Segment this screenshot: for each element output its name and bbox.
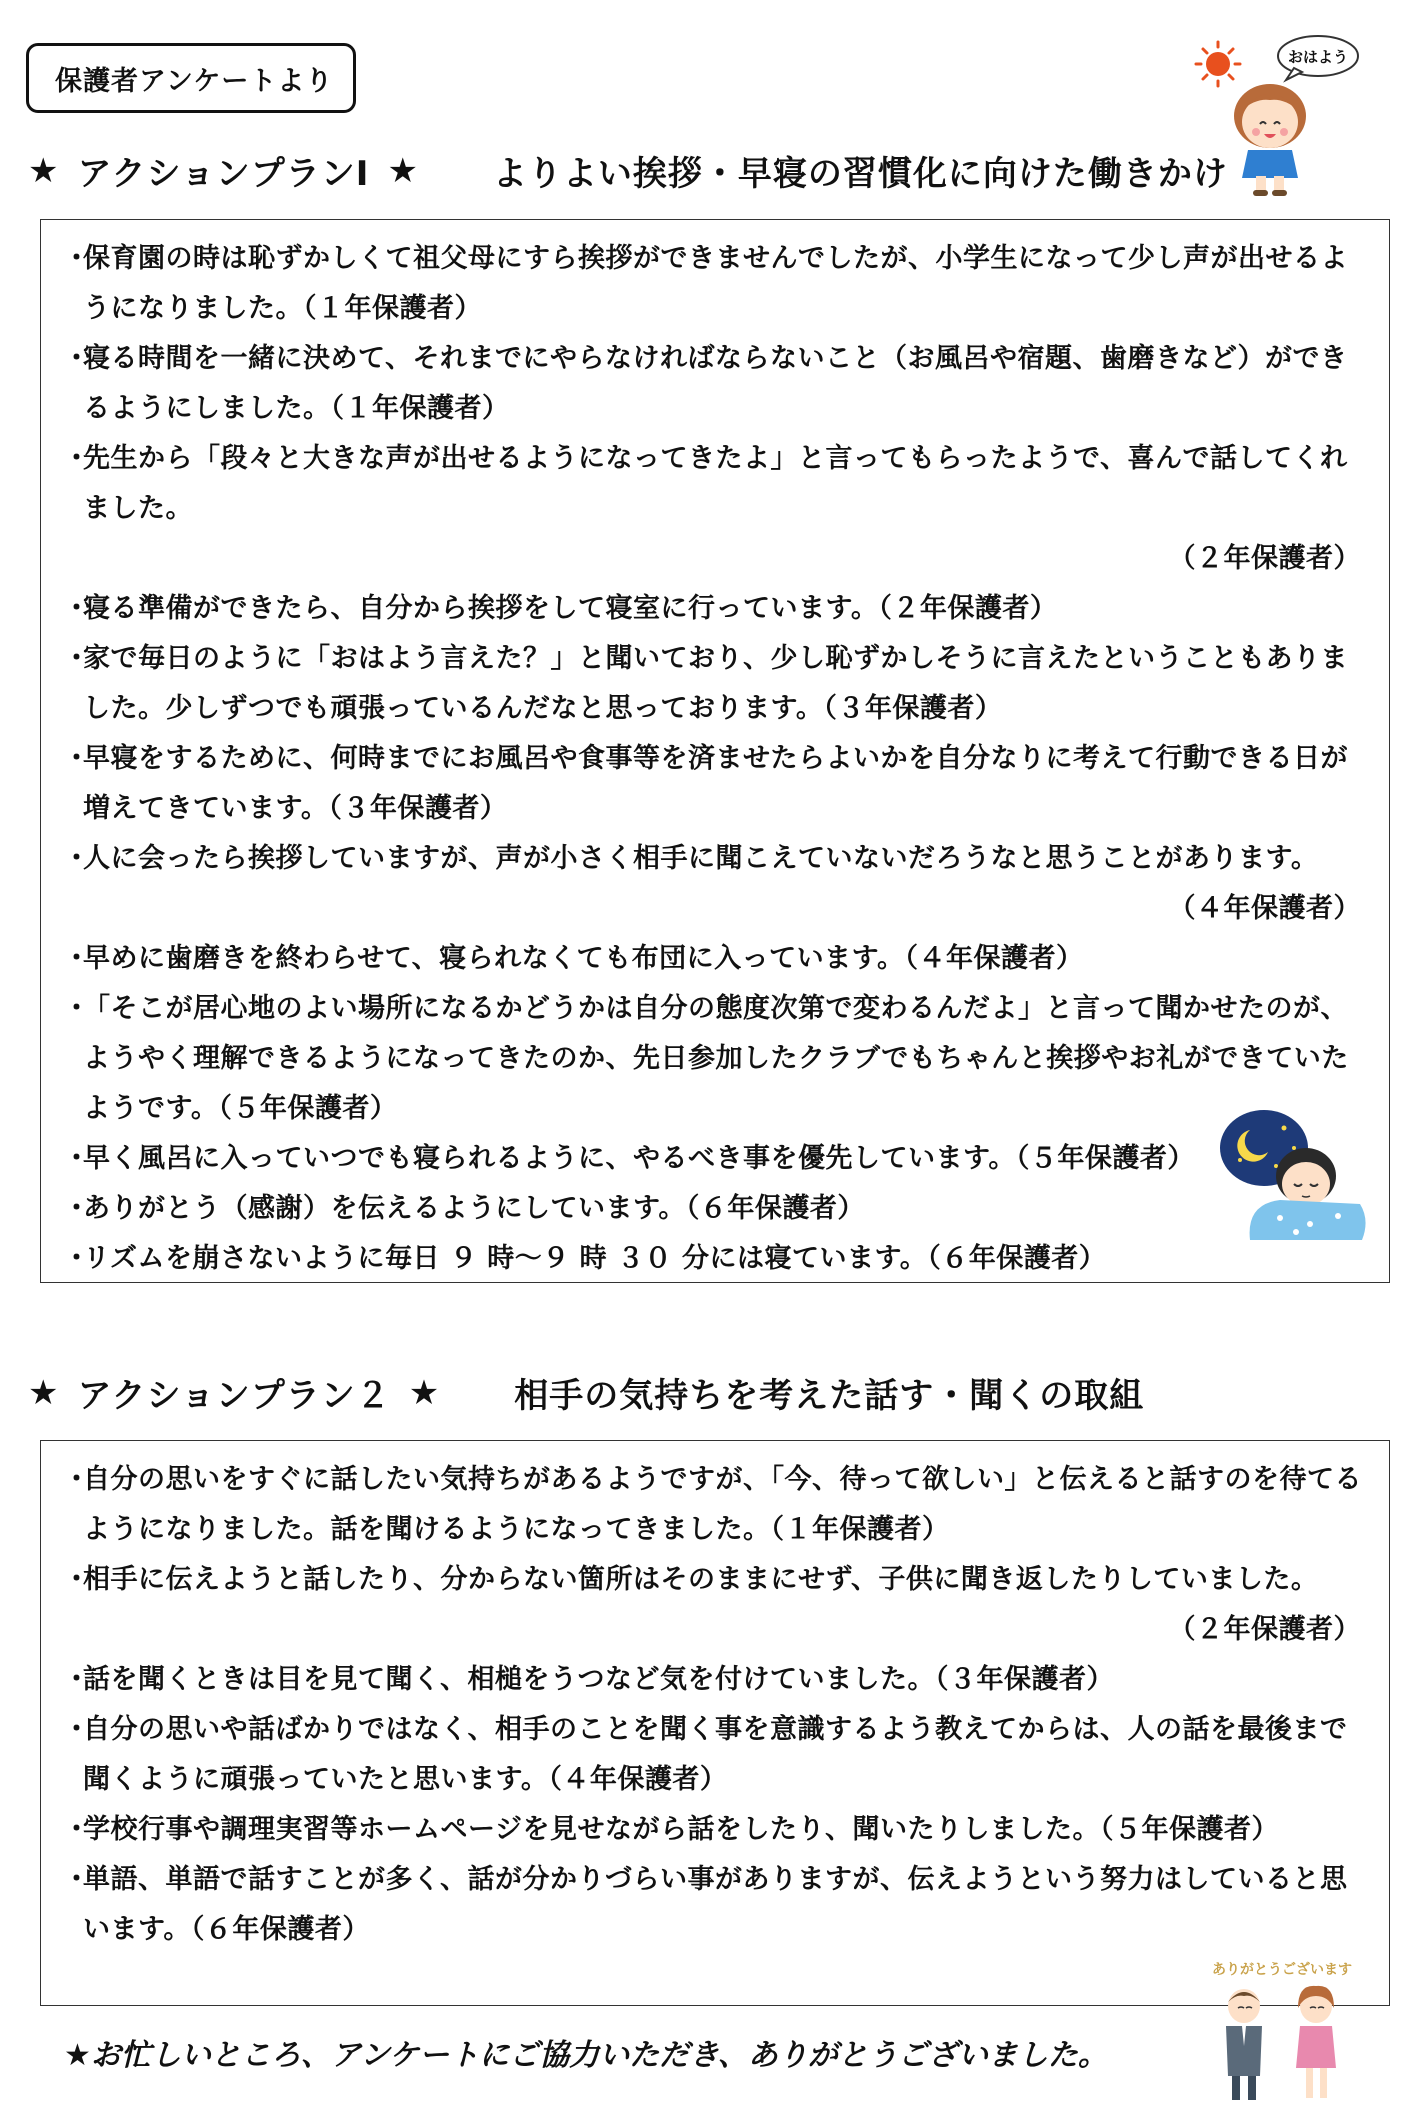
bullet-icon: ・ <box>63 843 91 874</box>
bullet-icon: ・ <box>63 1143 91 1174</box>
entry-text: 先生から「段々と大きな声が出せるようになってきたよ」と言ってもらったようで、喜んで話してくれました。 <box>83 443 1348 524</box>
bullet-icon: ・ <box>63 1714 91 1745</box>
section1-heading <box>28 146 1228 195</box>
survey-source-label: 保護者アンケートより <box>26 43 356 113</box>
list-item <box>63 1805 1367 1855</box>
sleeping-child-illustration <box>1210 1100 1370 1240</box>
entry-text: 学校行事や調理実習等ホームページを見せながら話をしたり、聞いたりしました。（５年保護者） <box>83 1814 1279 1845</box>
footer-thanks-note: ★お忙しいところ、アンケートにご協力いただき、ありがとうございました。 <box>64 2038 1108 2073</box>
star-icon: ★ <box>28 1372 60 1413</box>
section1-panel <box>40 219 1390 1283</box>
good-morning-girl-illustration <box>1190 28 1370 200</box>
list-item <box>63 1555 1367 1655</box>
list-item <box>63 984 1367 1134</box>
bullet-icon: ・ <box>63 1864 91 1895</box>
bullet-icon: ・ <box>63 943 91 974</box>
entry-text: 人に会ったら挨拶していますが、声が小さく相手に聞こえていないだろうなと思うことがあります。 <box>83 843 1319 874</box>
speech-bubble-text: おはよう <box>1287 48 1349 66</box>
section1-entries <box>63 234 1367 1284</box>
bullet-icon: ・ <box>63 1464 91 1495</box>
bullet-icon: ・ <box>63 743 91 774</box>
woman-figure <box>1296 1986 1336 2098</box>
section2-title: 相手の気持ちを考えた話す・聞くの取組 <box>514 1376 1145 1416</box>
section2-heading <box>28 1368 1144 1417</box>
entry-text: 早く風呂に入っていつでも寝られるように、やるべき事を優先しています。（５年保護者） <box>83 1143 1195 1174</box>
entry-text: 家で毎日のように「おはよう言えた？」と聞いており、少し恥ずかしそうに言えたということもありました。少しずつでも頑張っているんだなと思っております。（３年保護者） <box>83 643 1348 724</box>
bullet-icon: ・ <box>63 593 91 624</box>
list-item <box>63 434 1367 584</box>
respondent-grade: （４年保護者） <box>1168 893 1361 924</box>
sun-icon <box>1196 42 1240 86</box>
bullet-icon: ・ <box>63 1243 91 1274</box>
girl-figure <box>1234 84 1306 196</box>
entry-text: 話を聞くときは目を見て聞く、相槌をうつなど気を付けていました。（３年保護者） <box>83 1664 1114 1695</box>
list-item <box>63 1134 1367 1184</box>
list-item <box>63 1455 1367 1555</box>
respondent-grade: （２年保護者） <box>1168 1614 1361 1645</box>
bullet-icon: ・ <box>63 1564 91 1595</box>
list-item <box>63 1184 1367 1234</box>
bullet-icon: ・ <box>63 643 91 674</box>
list-item <box>63 1855 1367 1955</box>
star-icon: ★ <box>28 150 60 191</box>
section2-panel <box>40 1440 1390 2006</box>
entry-text: 寝る準備ができたら、自分から挨拶をして寝室に行っています。（２年保護者） <box>83 593 1058 624</box>
entry-text: 寝る時間を一緒に決めて、それまでにやらなければならないこと（お風呂や宿題、歯磨きなど）ができるようにしました。（１年保護者） <box>83 343 1348 424</box>
bullet-icon: ・ <box>63 1193 91 1224</box>
respondent-grade: （２年保護者） <box>1168 543 1361 574</box>
bullet-icon: ・ <box>63 343 91 374</box>
list-item <box>63 584 1367 634</box>
thanks-banner-text: ありがとうございます <box>1212 1962 1352 1978</box>
list-item <box>63 734 1367 834</box>
star-icon: ★ <box>408 1372 441 1413</box>
blanket <box>1250 1200 1366 1240</box>
bullet-icon: ・ <box>63 443 91 474</box>
bullet-icon: ・ <box>63 243 91 274</box>
list-item <box>63 1705 1367 1805</box>
entry-text: 相手に伝えようと話したり、分からない箇所はそのままにせず、子供に聞き返したりしていました。 <box>83 1564 1319 1595</box>
entry-text: 単語、単語で話すことが多く、話が分かりづらい事がありますが、伝えようという努力はしていると思います。（６年保護者） <box>83 1864 1348 1945</box>
entry-text: ありがとう（感謝）を伝えるようにしています。（６年保護者） <box>83 1193 865 1224</box>
speech-bubble <box>1278 36 1358 80</box>
list-item <box>63 1655 1367 1705</box>
entry-text: 「そこが居心地のよい場所になるかどうかは自分の態度次第で変わるんだよ」と言って聞かせたのが、ようやく理解できるようになってきたのか、先日参加したクラブでもちゃんと挨拶やお礼ができていたようです。（５年保護者） <box>83 993 1349 1124</box>
list-item <box>63 834 1367 934</box>
list-item <box>63 934 1367 984</box>
star-icon: ★ <box>387 150 419 191</box>
section2-entries <box>63 1455 1367 1955</box>
thank-you-people-illustration <box>1190 1956 1370 2106</box>
list-item <box>63 334 1367 434</box>
entry-text: 自分の思いや話ばかりではなく、相手のことを聞く事を意識するよう教えてからは、人の話を最後まで聞くように頑張っていたと思います。（４年保護者） <box>83 1714 1348 1795</box>
entry-text: 早めに歯磨きを終わらせて、寝られなくても布団に入っています。（４年保護者） <box>83 943 1084 974</box>
bullet-icon: ・ <box>63 1664 91 1695</box>
section1-plan-label: アクションプランⅠ <box>77 154 370 194</box>
bullet-icon: ・ <box>63 993 91 1024</box>
list-item <box>63 634 1367 734</box>
section1-title: よりよい挨拶・早寝の習慣化に向けた働きかけ <box>492 154 1228 194</box>
list-item <box>63 1234 1367 1284</box>
entry-text: 保育園の時は恥ずかしくて祖父母にすら挨拶ができませんでしたが、小学生になって少し声が出せるようになりました。（１年保護者） <box>83 243 1348 324</box>
entry-text: リズムを崩さないように毎日 ９ 時～９ 時 ３０ 分には寝ています。（６年保護者） <box>83 1243 1107 1274</box>
sleeping-child <box>1276 1148 1336 1206</box>
list-item <box>63 234 1367 334</box>
entry-text: 自分の思いをすぐに話したい気持ちがあるようですが、「今、待って欲しい」と伝えると話すのを待てるようになりました。話を聞けるようになってきました。（１年保護者） <box>83 1464 1362 1545</box>
bullet-icon: ・ <box>63 1814 91 1845</box>
man-figure <box>1226 1989 1262 2100</box>
section2-plan-label: アクションプラン２ <box>77 1376 391 1416</box>
entry-text: 早寝をするために、何時までにお風呂や食事等を済ませたらよいかを自分なりに考えて行動できる日が増えてきています。（３年保護者） <box>83 743 1348 824</box>
